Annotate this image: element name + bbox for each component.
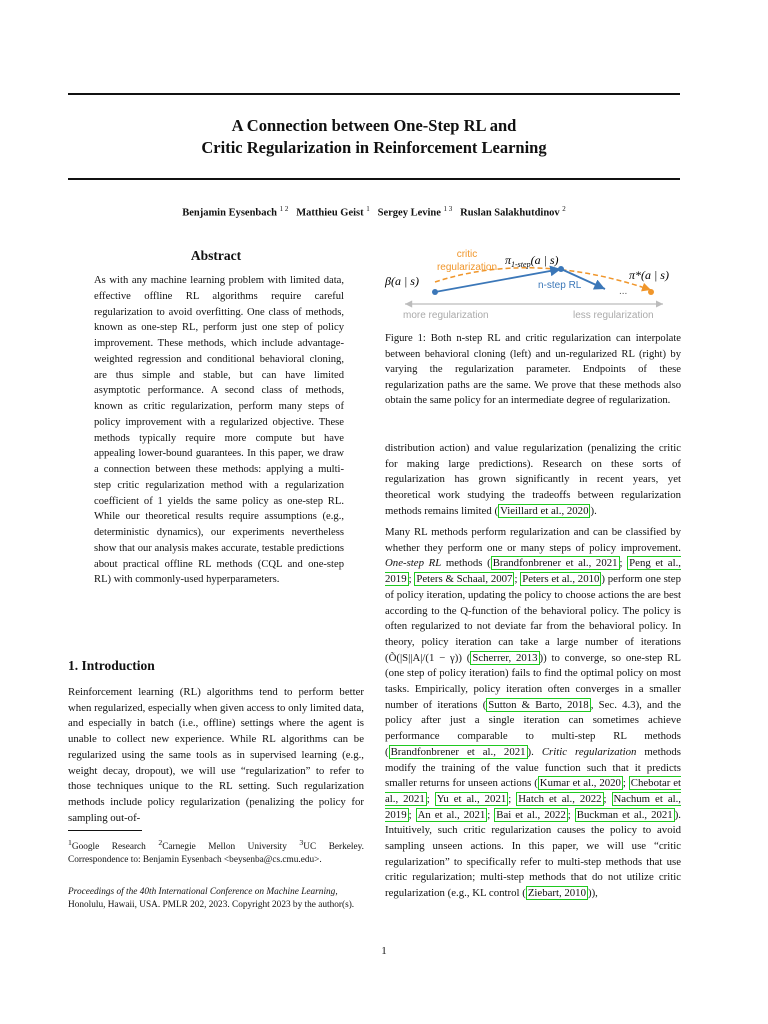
citation-link[interactable]: Chebotar et al., 2021 xyxy=(385,777,682,805)
more-regularization-label: more regularization xyxy=(403,310,489,321)
citation-link[interactable]: Kumar et al., 2020 xyxy=(539,777,621,790)
footnote: $^1$Google Research $^2$Carnegie Mellon University $^3$UC Berkeley. Correspondence to: Benjamin Eysenbach <beysenba@cs.cmu.edu>. xyxy=(68,838,364,866)
citation-link[interactable]: Bai et al., 2022 xyxy=(496,808,566,821)
less-regularization-label: less regularization xyxy=(573,310,654,321)
citation-link[interactable]: Hatch et al., 2022 xyxy=(518,792,602,805)
n-step-label: n-step RL xyxy=(538,280,582,291)
title-bottom-rule xyxy=(68,178,680,180)
title-line-2: Critic Regularization in Reinforcement Learning xyxy=(201,138,547,157)
proceedings-note xyxy=(68,886,364,912)
paper-title xyxy=(68,115,680,159)
citation-link[interactable]: Brandfonbrener et al., 2021 xyxy=(492,557,618,570)
footnote-rule xyxy=(68,830,142,831)
citation-link[interactable]: Peters et al., 2010 xyxy=(522,573,600,586)
right-column-paragraph-1: distribution action) and value regularization (penalizing the critic for making large predictions). Research on these sorts of regularization has grown significantly in recent years, yet theoretical work studying the tradeoffs between regularization methods remains limited ( Vieillard et al., 2020 ). xyxy=(385,442,681,517)
proceedings-details: , Honolulu, Hawaii, USA. PMLR 202, 2023. Copyright 2023 by the author(s). xyxy=(68,887,355,910)
footnote-correspondence: Correspondence to: Benjamin Eysenbach <beysenba@cs.cmu.edu>. xyxy=(68,855,322,866)
citation-link[interactable]: An et al., 2021 xyxy=(417,808,486,821)
author-name: Sergey Levine xyxy=(377,207,441,219)
title-line-1: A Connection between One-Step RL and xyxy=(231,116,517,135)
author-affiliation: 1 3 xyxy=(443,205,453,213)
right-column-paragraph-2: Many RL methods perform regularization and can be classified by whether they perform one or many steps of policy improvement. One-step RL methods ( Brandfonbrener et al., 2021 ; Peng et al., 2019 ; Peters & Schaal, 2007 ; Peters et al., 2010 ) perform one step of policy iteration, updating the policy to choose actions the are best according to the Q-function of the behavioral policy. The policy is often regularized to not deviate far from the behavioral policy. In theory, policy iteration can take a large number of iterations (Õ(|S||A|/(1 − γ)) ( Scherrer, 2013 )) to converge, so one-step RL (one step of policy iteration) fails to find the optimal policy on most tasks. Empirically, policy iteration often converges in a smaller number of iterations ( Sutton & Barto, 2018 , Sec. 4.3), and the policy after just a single iteration can sometimes achieve performance comparable to multi-step RL methods ( Brandfonbrener et al., 2021 ). Critic regularization methods modify the training of the value function such that it predicts smaller returns for unseen actions ( Kumar et al., 2020 ; Chebotar et al., 2021 ; Yu et al., 2021 ; Hatch et al., 2022 ; Nachum et al., 2019 ; An et al., 2021 ; Bai et al., 2022 ; Buckman et al., 2021 ). Intuitively, such critic regularization causes the policy to avoid sampling unseen actions. In this paper, we will use “critic regularization” to specifically refer to multi-step methods that use critic regularization; multi-step methods that do not utilize critic regularization (e.g., KL control ( Ziebart, 2010 )), xyxy=(385,526,682,900)
abstract-text: As with any machine learning problem with limited data, effective offline RL algorithms require careful regularization to avoid overfitting. One class of methods, known as one-step RL, perform just one step of policy improvement. These methods, which include advantage-weighted regression and conditional behavioral cloning, are thus simple and stable, but can have limited asymptotic performance. A second class of methods, known as critic regularization, perform many steps of policy improvement with a regularized objective. These methods typically require more compute but have appealing lower-bound guarantees. In this paper, we draw a connection between these methods: applying a multi-step critic regularization method with a regularization coefficient of 1 yields the same policy as one-step RL. While our theoretical results require assumptions (e.g., deterministic dynamics), our experiments nevertheless show that our analysis makes accurate, testable predictions about practical offline RL methods (CQL and one-step RL) with commonly-used hyperparameters. xyxy=(94,275,344,586)
dots-label: ... xyxy=(619,286,628,297)
beta-label: β(a | s) xyxy=(385,274,419,288)
author-list xyxy=(68,205,680,219)
author-affiliation: 1 xyxy=(366,205,370,213)
pi-1step-label: $\pi_{1-step}(a$ | s) xyxy=(505,253,559,269)
introduction-heading: 1. Introduction xyxy=(68,658,155,673)
citation-link[interactable]: Vieillard et al., 2020 xyxy=(500,504,589,517)
author-name: Benjamin Eysenbach xyxy=(182,207,277,219)
footnote-affiliation-2: Carnegie Mellon University xyxy=(162,842,287,853)
author-name: Matthieu Geist xyxy=(296,207,364,219)
beta-point xyxy=(432,289,438,295)
critic-label-2: regularization xyxy=(436,262,498,273)
page-number: 1 xyxy=(381,945,387,957)
title-top-rule xyxy=(68,93,680,95)
citation-link[interactable]: Ziebart, 2010 xyxy=(527,887,586,900)
author-affiliation: 2 xyxy=(562,205,566,213)
citation-link[interactable]: Yu et al., 2021 xyxy=(436,792,507,805)
citation-link[interactable]: Peters & Schaal, 2007 xyxy=(416,573,513,586)
footnote-affiliation-3: UC Berkeley. xyxy=(303,842,364,853)
citation-link[interactable]: Scherrer, 2013 xyxy=(472,651,538,664)
author-name: Ruslan Salakhutdinov xyxy=(460,207,560,219)
author-affiliation: 1 2 xyxy=(279,205,289,213)
introduction-text: Reinforcement learning (RL) algorithms tend to perform better when regularized, especially when given access to only limited data, and especially in batch (i.e., offline) settings where the agent is unable to collect new experience. While RL algorithms can be regularized using the same tools as in supervised learning (e.g., weight decay, dropout), we will use “regularization” to refer to those techniques unique to the RL setting. Such regularization methods include policy regularization (penalizing the policy for sampling out-of- xyxy=(68,686,364,824)
citation-link[interactable]: Nachum et al., 2019 xyxy=(385,792,682,821)
abstract-heading: Abstract xyxy=(190,248,242,263)
citation-link[interactable]: Peng et al., 2019 xyxy=(385,557,681,586)
critic-label-1: critic xyxy=(456,249,478,260)
pi-1step-point xyxy=(558,266,564,272)
figure-1-diagram xyxy=(383,244,683,324)
citation-link[interactable]: Brandfonbrener et al., 2021 xyxy=(390,745,526,758)
pi-star-point xyxy=(648,289,654,295)
figure-1-caption: Figure 1: Both n-step RL and critic regularization can interpolate between behavioral cloning (left) and un-regularized RL (right) by varying the regularization parameter. Endpoints of these regularization paths are the same. We prove that these methods also obtain the same policy for an intermediate degree of regularization. xyxy=(385,333,681,407)
citation-link[interactable]: Sutton & Barto, 2018 xyxy=(488,698,589,711)
proceedings-venue: Proceedings of the 40th International Conference on Machine Learning xyxy=(68,887,336,897)
pi-star-label: π*(a | s) xyxy=(629,268,669,282)
footnote-affiliation-1: Google Research xyxy=(71,842,146,853)
citation-link[interactable]: Buckman et al., 2021 xyxy=(576,808,673,821)
